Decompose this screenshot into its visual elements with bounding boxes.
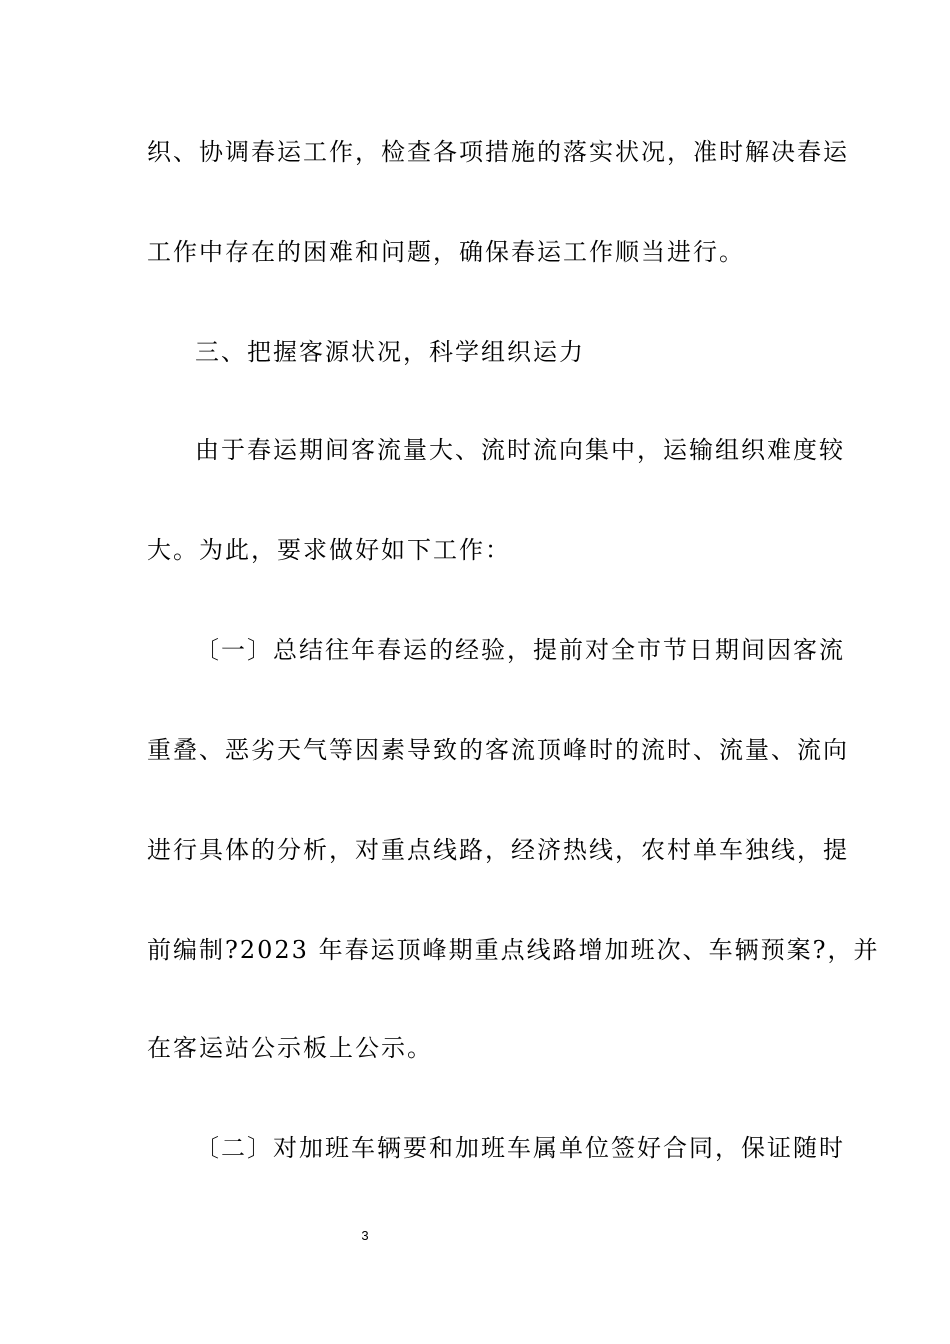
- list-item-first-line: 〔二〕对加班车辆要和加班车属单位签好合同，保证随时: [195, 1134, 845, 1162]
- body-text-line: 前编制?2023 年春运顶峰期重点线路增加班次、车辆预案?，并: [147, 936, 880, 964]
- section-heading: 三、把握客源状况，科学组织运力: [195, 338, 585, 366]
- body-text-line: 重叠、恶劣天气等因素导致的客流顶峰时的流时、流量、流向: [147, 736, 849, 764]
- body-text-line: 织、协调春运工作，检查各项措施的落实状况，准时解决春运: [147, 138, 849, 166]
- body-text-line: 在客运站公示板上公示。: [147, 1034, 433, 1062]
- body-text-line: 大。为此，要求做好如下工作：: [147, 536, 511, 564]
- page-number: 3: [361, 1228, 369, 1243]
- paragraph-first-line: 由于春运期间客流量大、流时流向集中，运输组织难度较: [195, 436, 845, 464]
- list-item-first-line: 〔一〕总结往年春运的经验，提前对全市节日期间因客流: [195, 636, 845, 664]
- body-text-line: 进行具体的分析，对重点线路，经济热线，农村单车独线，提: [147, 836, 849, 864]
- body-text-line: 工作中存在的困难和问题，确保春运工作顺当进行。: [147, 238, 745, 266]
